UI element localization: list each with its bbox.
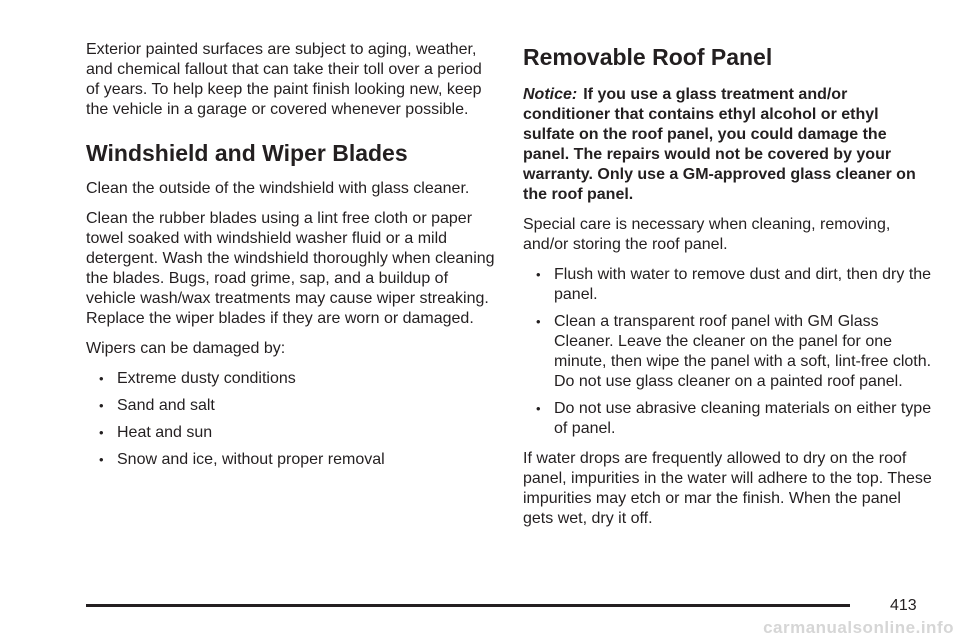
windshield-paragraph-2: Clean the rubber blades using a lint free cloth or paper towel soaked with windshield washer fluid or a mild detergent. Wash the windshield thoroughly when cleaning the blades. Bugs, road grime, sap, and a buildup of vehicle wash/wax treatments may cause wiper streaking. Replace the wiper blades if they are worn or damaged. bbox=[86, 210, 495, 327]
notice-text: If you use a glass treatment and/or conditioner that contains ethyl alcohol or ethyl sulfate on the roof panel, you could damage the panel. The repairs would not be covered by your warranty. Only use a GM-approved glass cleaner on the roof panel. bbox=[523, 86, 916, 203]
roof-panel-paragraph-1: Special care is necessary when cleaning, removing, and/or storing the roof panel. bbox=[523, 216, 891, 253]
right-column bbox=[523, 40, 933, 539]
list-item: • Clean a transparent roof panel with GM Glass Cleaner. Leave the cleaner on the panel for one minute, then wipe the panel with a soft, lint-free cloth. Do not use glass cleaner on a painted roof panel. bbox=[536, 313, 932, 390]
wipers-damage-intro: Wipers can be damaged by: bbox=[86, 340, 286, 357]
windshield-paragraph-1: Clean the outside of the windshield with glass cleaner. bbox=[86, 180, 470, 197]
footer-rule bbox=[86, 604, 850, 607]
list-item: • Extreme dusty conditions bbox=[99, 370, 296, 387]
bullet-icon: • bbox=[99, 452, 104, 467]
bullet-icon: • bbox=[99, 371, 104, 386]
bullet-icon: • bbox=[536, 314, 541, 329]
windshield-heading: Windshield and Wiper Blades bbox=[86, 140, 408, 166]
left-column bbox=[86, 40, 496, 480]
roof-panel-paragraph-2: If water drops are frequently allowed to dry on the roof panel, impurities in the water will adhere to the top. These impurities may etch or mar the finish. When the panel gets wet, dry it off. bbox=[523, 450, 932, 527]
roof-panel-heading: Removable Roof Panel bbox=[523, 44, 773, 70]
roof-panel-care-list bbox=[523, 265, 933, 439]
list-item: • Heat and sun bbox=[99, 424, 213, 441]
bullet-icon: • bbox=[536, 401, 541, 416]
bullet-icon: • bbox=[536, 267, 541, 282]
notice-label: Notice: bbox=[523, 86, 578, 103]
wiper-damage-list bbox=[86, 369, 496, 470]
list-item: • Sand and salt bbox=[99, 397, 215, 414]
bullet-icon: • bbox=[99, 425, 104, 440]
intro-paragraph: Exterior painted surfaces are subject to aging, weather, and chemical fallout that can take their toll over a period of years. To help keep the paint finish looking new, keep the vehicle in a garage or covered whenever possible. bbox=[86, 41, 482, 118]
list-item: • Flush with water to remove dust and dirt, then dry the panel. bbox=[536, 266, 932, 303]
notice-paragraph bbox=[523, 85, 933, 205]
list-item: • Do not use abrasive cleaning materials on either type of panel. bbox=[536, 400, 932, 437]
bullet-icon: • bbox=[99, 398, 104, 413]
list-item: • Snow and ice, without proper removal bbox=[99, 451, 385, 468]
page-number: 413 bbox=[890, 597, 917, 614]
watermark: carmanualsonline.info bbox=[763, 618, 954, 637]
